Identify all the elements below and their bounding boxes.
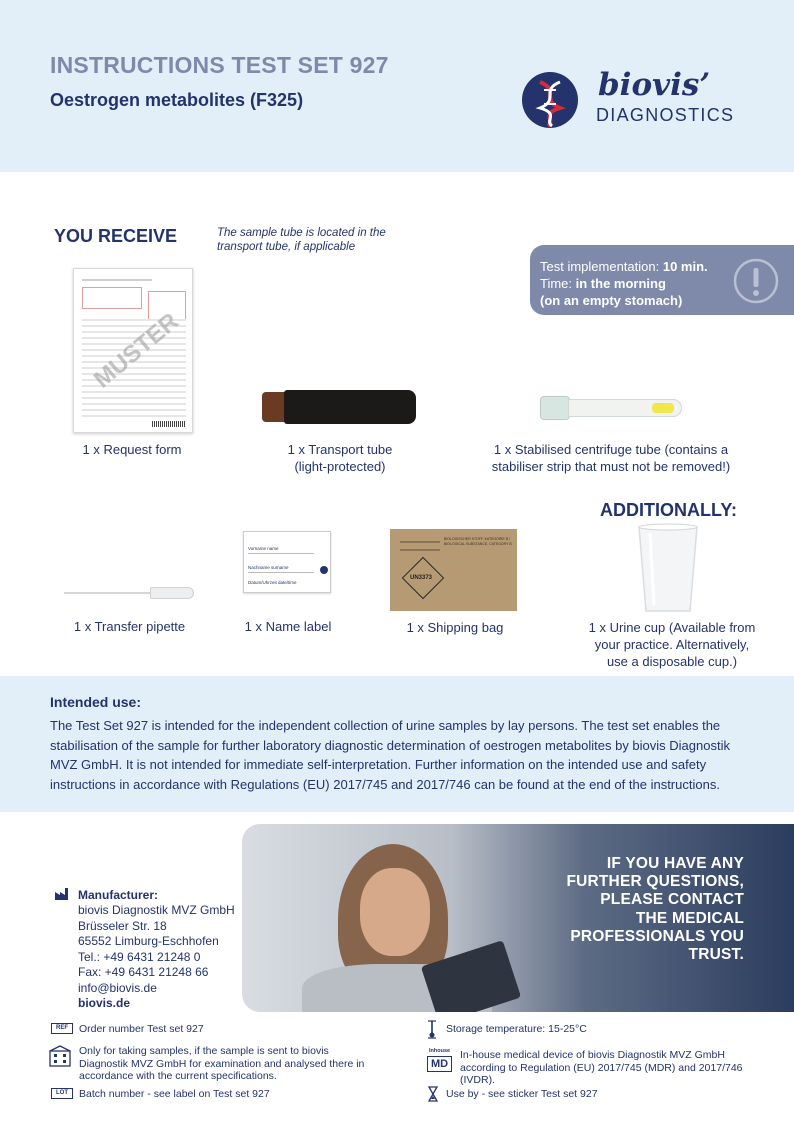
questions-line-1: IF YOU HAVE ANY [606, 855, 744, 872]
ref-symbol: REF [51, 1023, 73, 1034]
questions-line-6: TRUST. [688, 946, 744, 964]
questions-line-5: PROFESSIONALS YOU [570, 927, 744, 945]
item-caption-shipping-bag: 1 x Shipping bag [406, 620, 504, 635]
shipping-bag-text: BIOLOGISCHER STOFF, KATEGORIE B / BIOLOGICAL SUBSTANCE, CATEGORY B [444, 537, 512, 546]
sample-text: Only for taking samples, if the sample is sent to biovis Diagnostik MVZ GmbH for examination and analysed there in accordance with the current specifications. [79, 1045, 365, 1082]
manufacturer-email[interactable]: info@biovis.de [78, 980, 157, 995]
form-watermark: MUSTER [88, 307, 184, 394]
sample-tube-note: The sample tube is located in the transport tube, if applicable [217, 227, 386, 253]
useby-text: Use by - see sticker Test set 927 [446, 1088, 598, 1100]
questions-line-4: THE MEDICAL [635, 909, 744, 927]
manufacturer-line: 65552 Limburg-Eschhofen [78, 934, 219, 948]
intended-use-text: The Test Set 927 is intended for the independent collection of urine samples by lay persons. The test set enables the stabilisation of the sample for further laboratory diagnostic determination of oestrogen metabolites by biovis Diagnostik MVZ GmbH. It is not intended for immediate self-interpretation. Further information on the intended use and safety instructions in accordance with Regulations (EU) 2017/745 and 2017/746 can be found at the end of the instructions. [50, 718, 730, 792]
manufacturer-fax: Fax: +49 6431 21248 66 [78, 965, 209, 979]
info-value-time: in the morning [575, 276, 666, 291]
sample-building-icon [48, 1045, 72, 1067]
section-heading-additionally: ADDITIONALLY: [600, 500, 737, 520]
questions-line-2: FURTHER QUESTIONS, [566, 873, 744, 891]
info-label-time: Time: [540, 276, 576, 291]
transfer-pipette-image [64, 586, 194, 600]
label-field-date: Datum/Uhrzeit date/time [248, 580, 297, 585]
urine-cup-image [636, 523, 700, 615]
item-caption-centrifuge-tube: 1 x Stabilised centrifuge tube (contains a stabiliser strip that must not be removed!) [491, 442, 731, 474]
md-small-label: Inhouse [429, 1048, 451, 1054]
manufacturer-website[interactable]: biovis.de [78, 996, 131, 1010]
info-label-implementation: Test implementation: [540, 259, 663, 274]
info-fasting: (on an empty stomach) [540, 293, 683, 308]
shipping-bag-image [390, 529, 517, 611]
questions-line-3: PLEASE CONTACT [600, 891, 744, 909]
item-caption-name-label: 1 x Name label [244, 619, 332, 634]
info-pill-text [540, 258, 708, 309]
contact-questions-text [500, 855, 744, 964]
manufacturer-phone: Tel.: +49 6431 21248 0 [78, 949, 201, 964]
manufacturer-address [78, 903, 235, 1012]
manufacturer-line: Brüsseler Str. 18 [78, 918, 167, 933]
centrifuge-tube-image [540, 396, 682, 420]
factory-icon [54, 887, 72, 901]
item-caption-request-form: 1 x Request form [82, 442, 182, 457]
logo-wordmark: biovis’ [598, 67, 711, 103]
biovis-logo-icon [520, 70, 580, 130]
logo-subtitle: DIAGNOSTICS [596, 105, 735, 125]
manufacturer-line: biovis Diagnostik MVZ GmbH [78, 903, 235, 917]
hourglass-icon [427, 1086, 439, 1102]
manufacturer-heading: Manufacturer: [78, 888, 159, 902]
lot-symbol: LOT [51, 1088, 73, 1099]
item-caption-pipette: 1 x Transfer pipette [73, 619, 186, 634]
item-caption-urine-cup: 1 x Urine cup (Available from your practice. Alternatively, use a disposable cup.) [588, 620, 756, 669]
request-form-image [73, 268, 193, 433]
shipping-bag-un-code: UN3373 [410, 575, 433, 581]
exclamation-icon [732, 257, 780, 305]
page-title: INSTRUCTIONS TEST SET 927 [50, 52, 389, 78]
md-text: In-house medical device of biovis Diagnostik MVZ GmbH according to Regulation (EU) 2017/745 (MDR) and 2017/746 (IVDR). [460, 1049, 743, 1086]
name-label-image [243, 531, 331, 593]
transport-tube-image [262, 390, 416, 424]
storage-text: Storage temperature: 15-25°C [446, 1023, 587, 1035]
intended-use-heading: Intended use: [50, 694, 142, 710]
page-subtitle: Oestrogen metabolites (F325) [50, 90, 304, 110]
info-value-implementation: 10 min. [662, 259, 708, 274]
md-symbol: MD [427, 1056, 452, 1072]
label-field-surname: Nachname surname [248, 565, 289, 570]
lot-text: Batch number - see label on Test set 927 [79, 1088, 270, 1100]
section-heading-receive: YOU RECEIVE [54, 226, 178, 246]
label-field-first-name: Vorname name [248, 546, 279, 551]
thermometer-icon [425, 1019, 439, 1039]
ref-text: Order number Test set 927 [79, 1023, 204, 1035]
item-caption-transport-tube: 1 x Transport tube (light-protected) [287, 442, 393, 474]
